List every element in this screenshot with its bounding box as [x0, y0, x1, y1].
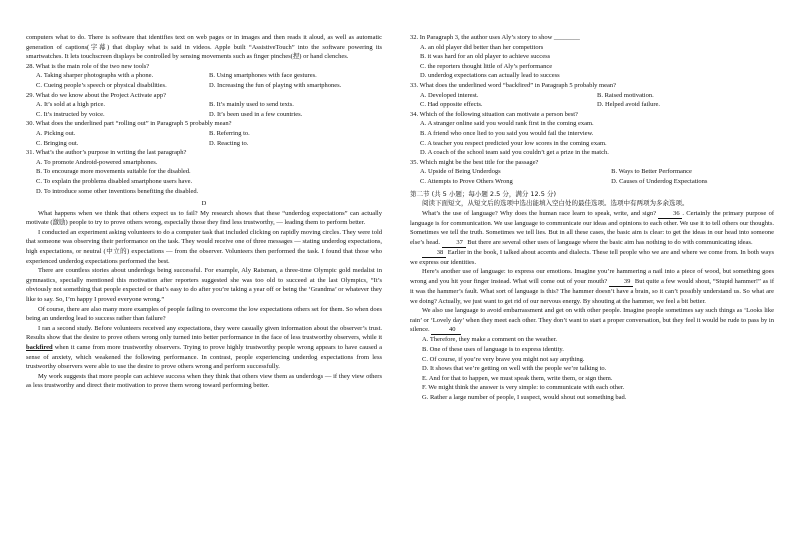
option-row — [26, 139, 382, 149]
option-a[interactable]: A. an old player did better than her competitors — [420, 43, 544, 51]
passage-paragraph: My work suggests that more people can achieve success when they think that others view them as underdogs — if they view others as less trustworthy and direct their motivation to prove them wrong toward performing better. — [26, 372, 382, 390]
cloze-option-c[interactable]: C. Of course, if you’re very brave you might not say anything. — [422, 355, 585, 363]
option-b[interactable]: B. Raised motivation. — [597, 91, 654, 99]
option-a[interactable]: A. Developed interest. — [420, 91, 479, 99]
question-stem: 34. Which of the following situation can motivate a person best? — [410, 110, 578, 118]
option-b[interactable]: B. Using smartphones with face gestures. — [209, 72, 317, 80]
paragraph-text: I ran a second study. Before volunteers received any expectations, they were casually given information about the observer’s trust. Results show that the desire to prove others wrong only turned into better performance in the face of less trustworthy observers, while it — [26, 324, 382, 342]
option-b[interactable]: B. It’s mainly used to send texts. — [209, 101, 294, 109]
option-a[interactable]: A. Picking out. — [36, 129, 76, 137]
option-b[interactable]: B. it was hard for an old player to achieve success — [420, 53, 551, 61]
option-c[interactable]: C. Had opposite effects. — [420, 101, 483, 109]
question-29 — [26, 91, 382, 120]
question-28 — [26, 62, 382, 91]
option-d[interactable]: D. Increasing the fun of playing with smartphones. — [209, 81, 342, 89]
cloze-paragraph: We also use language to avoid embarrassment and get on with other people. Imagine people sometimes say such things as ‘Looks like rain’ or ‘Lovely day’ when they meet each other. They don’t want to start a proper conversation, but they feel it would be rude to pass by in silence. 40 — [410, 307, 774, 334]
option-c[interactable]: C. A teacher you respect predicted your low scores in the coming exam. — [420, 139, 607, 147]
option-c[interactable]: C. Bringing out. — [36, 139, 79, 147]
option-row — [26, 129, 382, 139]
paragraph-text: when it came from more trustworthy observers. Trying to prove highly trustworthy people wrong appears to have caused a sense of anxiety, which weakened the following performance. In contrast, people experiencing underdog expectations from less trustworthy observers were able to use the desire to prove others wrong and perform successfully. — [26, 344, 382, 371]
option-row — [26, 81, 382, 91]
option-row — [410, 91, 774, 101]
question-30 — [26, 119, 382, 148]
option-row — [26, 110, 382, 120]
option-d[interactable]: D. It’s been used in a few countries. — [209, 110, 303, 118]
passage-paragraph: I conducted an experiment asking volunteers to do a computer task that included clicking on rapidly moving circles. They were told that someone was observing their performance on the task. They would receive one of three messages — stating underdog expectations, high expectations, or neutral (中立的) expectations — from the observer. Volunteers then performed the task. I found that those who experienced underdog expectations performed the best. — [26, 228, 382, 265]
cloze-option-a[interactable]: A. Therefore, they make a comment on the weather. — [422, 336, 558, 344]
left-column — [26, 33, 382, 391]
option-row — [410, 177, 774, 187]
option-d[interactable]: D. To introduce some other inventions benefiting the disabled. — [36, 187, 199, 195]
answer-blank-37[interactable]: 37 — [442, 239, 466, 248]
option-a[interactable]: A. A stranger online said you would rank first in the coming exam. — [420, 120, 594, 128]
cloze-paragraph: Here’s another use of language: to express our emotions. Imagine you’re hammering a nail into a piece of wood, but something goes wrong and you hit your finger instead. What will come out of your mouth? 39 But quite a few would shout, “Stupid hammer!” as if it was the hammer’s fault. What sort of language is this? The hammer doesn’t have a brain, so it can’t possibly understand us. So what are we doing? Actually, we just want to get rid of our nervous energy. By shouting at the hammer, we feel a bit better. — [410, 268, 774, 305]
option-c[interactable]: C. It’s instructed by voice. — [36, 110, 105, 118]
cloze-paragraph: 38 Earlier in the book, I talked about accents and dialects. These tell people who we are and where we come from. In both ways we express our identities. — [410, 248, 774, 266]
passage-c-ending: computers what to do. There is software that identifies text on web pages or in images and then reads it aloud, as well as automatic generation of captions(字幕) that display what is said in videos. Apple built “AssistiveTouch” into the software powering its smartwatches. It lets touchscreen displays be controlled by sensing movements such as finger pinches(捏) or hand clenches. — [26, 34, 382, 61]
passage-paragraph: There are countless stories about underdogs being successful. For example, Aly Raisman, a three-time Olympic gold medalist in gymnastics, specially mentioned this motivation after reporters suggested she was too old to succeed at the last Olympics, “It’s obviously not something that people expected or that’s easy to do after you’re taking a year off or being the ‘Grandma’ or whatever they like to say. So, I’m happy I proved everyone wrong.” — [26, 267, 382, 304]
option-row — [26, 100, 382, 110]
passage-letter: D — [201, 200, 207, 208]
passage-paragraph: Of course, there are also many more examples of people failing to overcome the low expectations others set for them. So when does being an underdog lead to success rather than failure? — [26, 305, 382, 323]
option-c[interactable]: C. Attempts to Prove Others Wrong — [420, 177, 513, 185]
question-stem: 33. What does the underlined word “backfired” in Paragraph 5 probably mean? — [410, 81, 617, 89]
answer-blank-36[interactable]: 36 — [658, 210, 682, 219]
option-a[interactable]: A. Upside of Being Underdogs — [420, 168, 501, 176]
option-b[interactable]: B. Referring to. — [209, 129, 250, 137]
answer-blank-38[interactable]: 38 — [422, 249, 446, 258]
option-a[interactable]: A. To promote Android-powered smartphones. — [36, 158, 158, 166]
cloze-options — [410, 335, 774, 402]
option-d[interactable]: D. A coach of the school team said you couldn’t get a prize in the match. — [420, 149, 609, 157]
section-title: 第二节 (共 5 小题；每小题 2.5 分，满分 12.5 分) — [410, 189, 556, 198]
question-33 — [410, 81, 774, 110]
option-row — [410, 100, 774, 110]
question-34 — [410, 110, 774, 158]
option-a[interactable]: A. It’s sold at a high price. — [36, 101, 105, 109]
question-31 — [26, 148, 382, 196]
option-c[interactable]: C. Cueing people’s speech or physical disabilities. — [36, 81, 167, 89]
option-d[interactable]: D. underdog expectations can actually lead to success — [420, 72, 560, 80]
cloze-paragraph: What’s the use of language? Why does the human race learn to speak, write, and sign? 36 . Certainly the primary purpose of language is for communication. We use language to communicate our ideas and opinions to each other. We use it to tell others our thoughts. Sometimes we tell the truth. Sometimes we tell lies. But in all these cases, the basic aim is clear: to get the ideas in our head into someone else’s head. 37 But there are several other uses of language where the basic aim has nothing to do with communicating ideas. — [410, 209, 774, 246]
passage-paragraph — [26, 324, 382, 372]
right-column — [410, 33, 774, 403]
question-stem: 30. What does the underlined part “rolling out” in Paragraph 5 probably mean? — [26, 120, 232, 128]
section-instructions: 阅读下面短文，从短文后的选项中选出能填入空白处的最佳选项。选项中有两项为多余选项。 — [422, 199, 689, 208]
question-32 — [410, 33, 774, 81]
cloze-option-f[interactable]: F. We might think the answer is very simple: to communicate with each other. — [422, 384, 625, 392]
question-stem: 32. In Paragraph 3, the author uses Aly’s story to show ________ — [410, 34, 580, 41]
question-stem: 28. What is the main role of the two new tools? — [26, 62, 150, 70]
option-a[interactable]: A. Taking sharper photographs with a phone. — [36, 72, 154, 80]
option-c[interactable]: C. the reporters thought little of Aly’s performance — [420, 62, 553, 70]
option-d[interactable]: D. Causes of Underdog Expectations — [611, 177, 708, 185]
option-d[interactable]: D. Reacting to. — [209, 139, 249, 147]
option-b[interactable]: B. Ways to Better Performance — [611, 168, 692, 176]
option-row — [410, 167, 774, 177]
option-row — [26, 71, 382, 81]
cloze-option-e[interactable]: E. And for that to happen, we must speak them, write them, or sign them. — [422, 374, 613, 382]
passage-paragraph: What happens when we think that others expect us to fail? My research shows that these “underdog expectations” can actually motivate (激励) people to try to prove others wrong, especially those they find less trustworthy, — leading them to perform better. — [26, 209, 382, 227]
question-stem: 29. What do we know about the Project Activate app? — [26, 91, 166, 99]
option-d[interactable]: D. Helped avoid failure. — [597, 101, 660, 109]
answer-blank[interactable]: ________ — [553, 34, 580, 41]
answer-blank-39[interactable]: 39 — [609, 278, 633, 287]
answer-blank-40[interactable]: 40 — [431, 326, 461, 335]
underlined-word: backfired — [26, 344, 53, 351]
option-b[interactable]: B. A friend who once lied to you said you would fail the interview. — [420, 129, 594, 137]
question-stem: 31. What’s the author’s purpose in writing the last paragraph? — [26, 149, 187, 157]
cloze-option-d[interactable]: D. It shows that we’re getting on well with the people we’re talking to. — [422, 365, 607, 373]
option-b[interactable]: B. To encourage more movements suitable for the disabled. — [36, 168, 191, 176]
cloze-option-b[interactable]: B. One of these uses of language is to express identity. — [422, 346, 564, 354]
cloze-option-g[interactable]: G. Rather a large number of people, I suspect, would shout out something bad. — [422, 394, 627, 401]
option-c[interactable]: C. To explain the problems disabled smartphone users have. — [36, 177, 193, 185]
question-stem: 35. Which might be the best title for the passage? — [410, 158, 539, 166]
question-35 — [410, 158, 774, 187]
